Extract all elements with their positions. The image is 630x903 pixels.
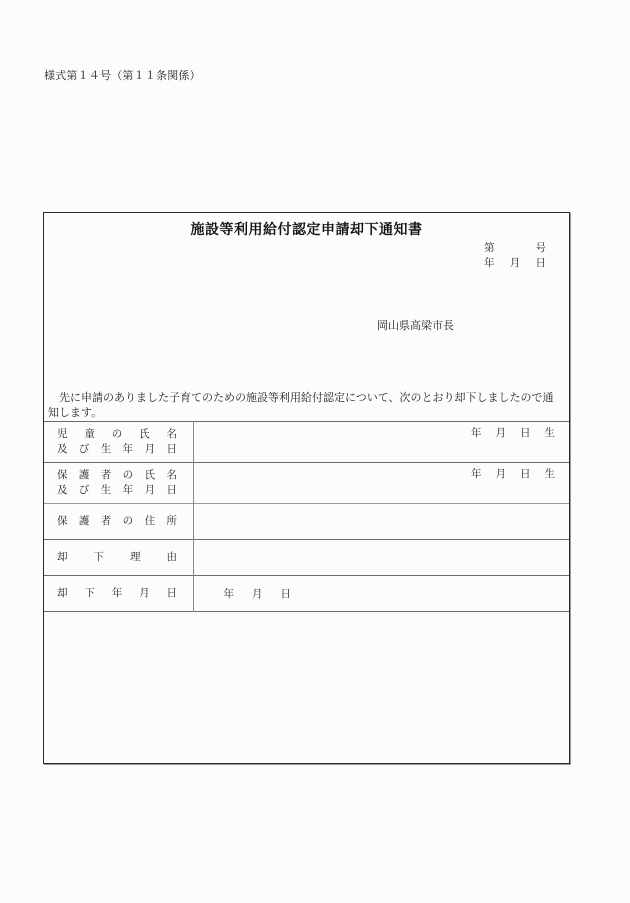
- label-rejection-reason: 却 下 理 由: [44, 540, 193, 576]
- details-table: [44, 421, 569, 612]
- table-row-address: [44, 504, 569, 540]
- label-child-name-birth: 児 童 の 氏 名 及 び 生 年 月 日: [44, 422, 193, 463]
- value-rejection-reason[interactable]: [193, 540, 569, 576]
- notice-body-text: 先に申請のありました子育てのための施設等利用給付認定について、次のとおり却下しましたので通知します。: [48, 391, 554, 419]
- value-guardian-name-birth[interactable]: [193, 463, 569, 504]
- table-row-child: [44, 422, 569, 463]
- birth-date-suffix: 年 月 日 生: [471, 427, 555, 439]
- document-date: [484, 256, 546, 271]
- date-year: 年: [484, 257, 495, 269]
- value-rejection-date[interactable]: 年 月 日: [193, 576, 569, 612]
- label-rejection-date: 却 下 年 月 日: [44, 576, 193, 612]
- label-guardian-name-birth: 保 護 者 の 氏 名 及 び 生 年 月 日: [44, 463, 193, 504]
- label-guardian-address: 保 護 者 の 住 所: [44, 504, 193, 540]
- table-row-guardian: [44, 463, 569, 504]
- document-title: 施設等利用給付認定申請却下通知書: [190, 222, 423, 238]
- document-number: [484, 241, 546, 256]
- table-row-rejection-date: [44, 576, 569, 612]
- form-number: 様式第１４号（第１１条関係）: [44, 69, 201, 82]
- value-guardian-address[interactable]: [193, 504, 569, 540]
- number-suffix: 号: [535, 242, 546, 254]
- table-row-reason: [44, 540, 569, 576]
- issuer-name: 岡山県高梁市長: [377, 319, 454, 332]
- value-child-name-birth[interactable]: [193, 422, 569, 463]
- notice-document: [43, 212, 570, 764]
- date-day: 日: [535, 257, 546, 269]
- document-number-block: [484, 241, 546, 271]
- number-prefix: 第: [484, 242, 495, 254]
- birth-date-suffix: 年 月 日 生: [471, 468, 555, 480]
- date-month: 月: [509, 257, 521, 269]
